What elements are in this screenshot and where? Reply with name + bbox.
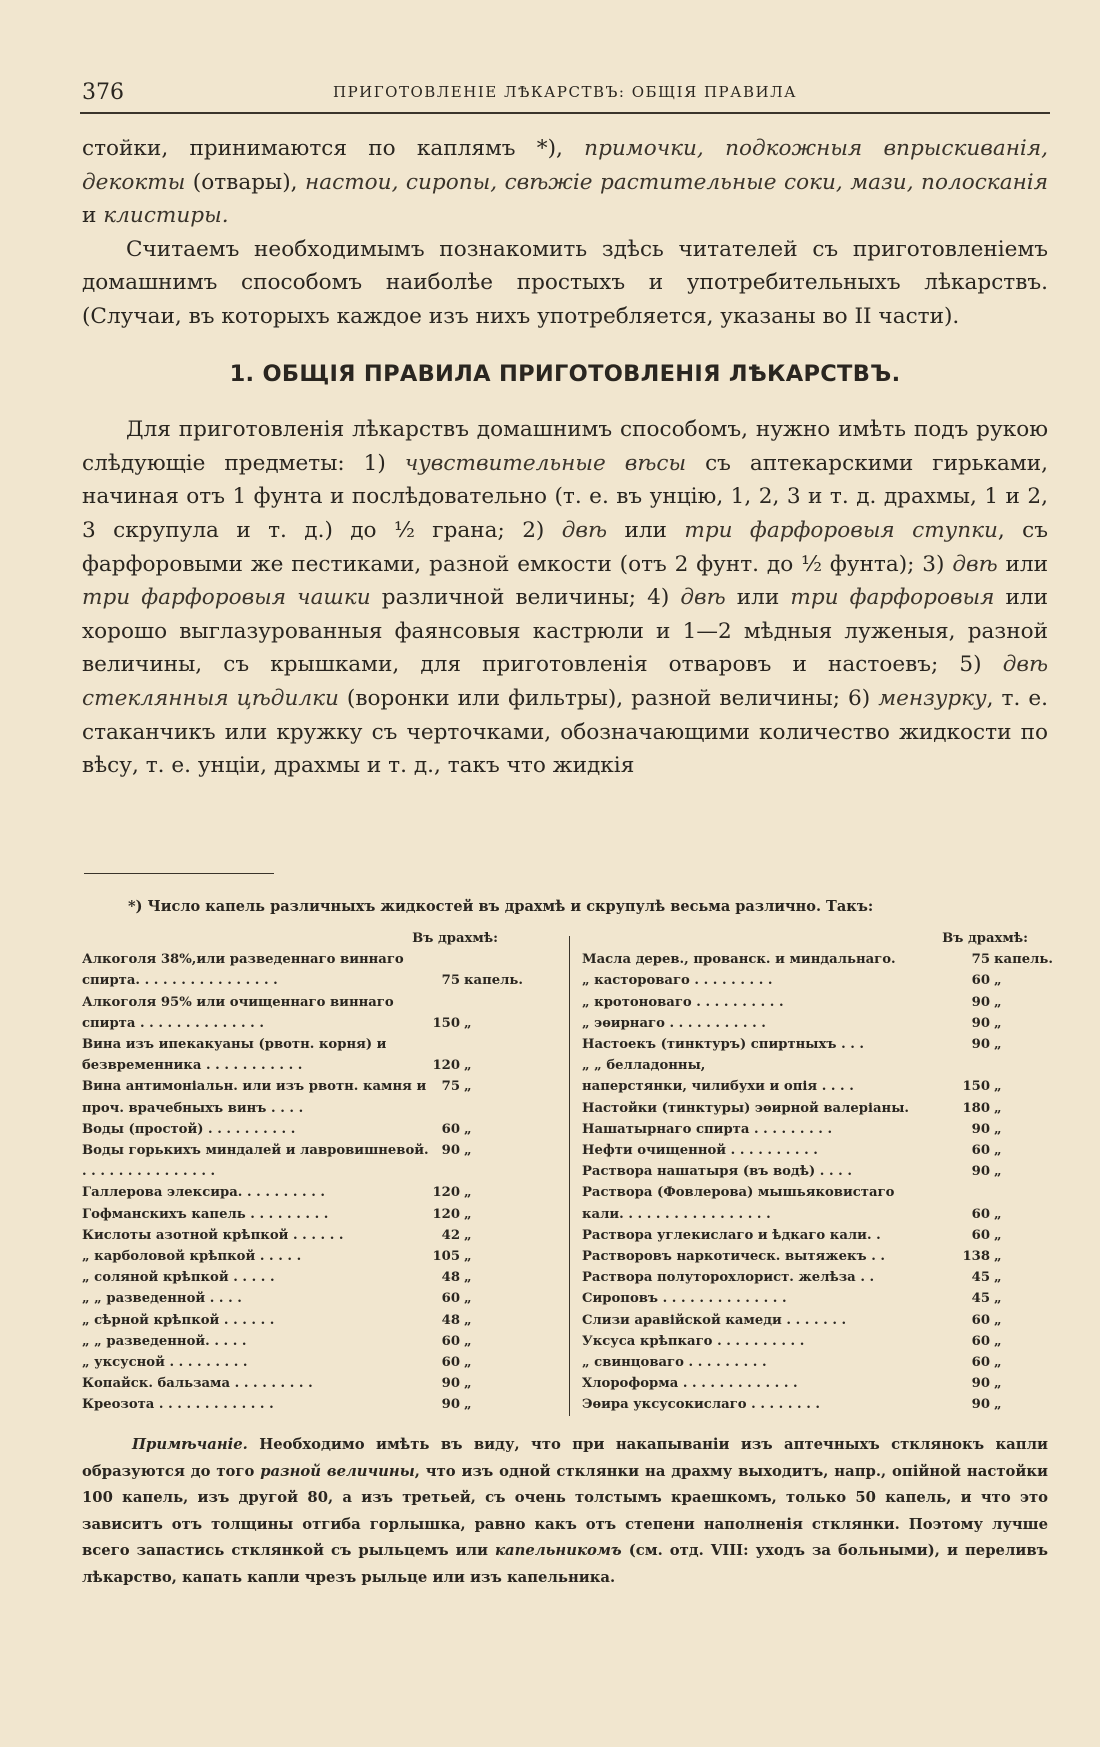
cell-unit (994, 1182, 1050, 1203)
table-row (82, 1140, 520, 1182)
italic-run: три фарфоровыя ступки (684, 517, 998, 543)
text-run: стойки, принимаются по каплямъ *), (82, 136, 585, 161)
table-row (582, 1394, 1050, 1415)
table-row (82, 1246, 520, 1267)
cell-value: 90 (971, 1121, 990, 1137)
table-row (82, 1119, 520, 1140)
cell-value (430, 992, 464, 1013)
cell-unit: „ (994, 1227, 1002, 1243)
italic-run: капельникомъ (495, 1542, 622, 1559)
cell-unit: „ (464, 1249, 472, 1265)
italic-run: чувствительные вѣсы (404, 450, 687, 476)
cell-name: Копайск. бальзама . . . . . . . . . (82, 1376, 313, 1392)
drops-table-left (82, 928, 523, 1416)
table-rows (582, 949, 1053, 1415)
cell-value: 150 (962, 1079, 990, 1095)
page-header (80, 78, 1050, 114)
table-row (582, 1204, 1050, 1225)
cell-unit: „ (464, 1185, 472, 1201)
cell-unit: „ (994, 1206, 1002, 1222)
cell-name: Нашатырнаго спирта . . . . . . . . . (582, 1121, 833, 1137)
cell-unit: „ (994, 1376, 1002, 1392)
cell-unit: „ (994, 1355, 1002, 1371)
table-row (582, 970, 1050, 991)
cell-value: 60 (971, 1227, 990, 1243)
cell-name: Настоекъ (тинктуръ) спиртныхъ . . . (582, 1037, 865, 1052)
cell-unit: „ (994, 1037, 1002, 1052)
table-row (582, 1034, 1050, 1055)
cell-value: 90 (441, 1397, 460, 1413)
table-row (82, 1076, 520, 1118)
cell-unit: „ (464, 1312, 472, 1328)
cell-value: 90 (971, 1164, 990, 1180)
cell-value: 90 (971, 1397, 990, 1413)
cell-unit: „ (464, 1376, 472, 1392)
italic-run: разной величины (260, 1462, 415, 1480)
running-title: ПРИГОТОВЛЕНІЕ ЛѢКАРСТВЪ: ОБЩІЯ ПРАВИЛА (332, 83, 797, 101)
italic-run: двѣ стеклянныя цѣдилки (82, 652, 1048, 711)
cell-name: Кислоты азотной крѣпкой . . . . . . (82, 1227, 344, 1243)
cell-value: 48 (441, 1312, 460, 1328)
footnote-divider (84, 873, 274, 874)
cell-value: 42 (441, 1227, 460, 1243)
table-row (82, 1310, 520, 1331)
cell-name: спирта. . . . . . . . . . . . . . . . (82, 973, 278, 989)
cell-name: „ соляной крѣпкой . . . . . (82, 1270, 275, 1286)
table-row (582, 1140, 1050, 1161)
cell-name: Галлерова элексира. . . . . . . . . . (82, 1185, 326, 1201)
italic-run: три фарфоровыя (790, 585, 995, 611)
cell-name: Настойки (тинктуры) эѳирной валеріаны. (582, 1100, 910, 1116)
cell-unit: „ (994, 1079, 1002, 1095)
text-run: и (82, 203, 104, 229)
text-run: , съ фарфоровыми же пестиками, разной емкости (отъ 2 фунт. до ½ фунта); 3) (82, 517, 1048, 577)
italic-run: двѣ (680, 585, 726, 611)
cell-name: „ касторовaго . . . . . . . . . (582, 973, 773, 989)
table-row (582, 1013, 1050, 1034)
cell-name: кали. . . . . . . . . . . . . . . . . (582, 1206, 771, 1222)
text-run: (см. отд. VIII: уходъ за больными), и переливъ лѣкарство, капать капли чрезъ рыльце или изъ капельника. (82, 1542, 1048, 1586)
cell-unit: „ (464, 1058, 472, 1074)
cell-unit: „ (464, 1291, 472, 1307)
table-row (82, 1267, 520, 1288)
text-run: Для приготовленія лѣкарствъ домашнимъ способомъ, нужно имѣть подъ рукою слѣдующіе предметы: 1) (82, 417, 1048, 476)
column-header: Въ драхмѣ: (942, 931, 1028, 946)
cell-unit: „ (464, 1121, 472, 1137)
cell-name: спирта . . . . . . . . . . . . . . (82, 1015, 264, 1031)
cell-name: „ „ разведенной. . . . . (82, 1333, 247, 1349)
cell-value: 60 (971, 1206, 990, 1222)
italic-run: примочки, подкожныя впрыскиванія, декокты (82, 136, 1048, 195)
cell-value: 120 (432, 1058, 460, 1074)
cell-value: 45 (971, 1291, 990, 1307)
text-run: (воронки или фильтры), разной величины; 6) (338, 685, 879, 711)
table-row (582, 1119, 1050, 1140)
cell-value: 48 (441, 1270, 460, 1286)
cell-name: Креозота . . . . . . . . . . . . . (82, 1397, 274, 1413)
table-row (582, 1076, 1050, 1097)
cell-value: 90 (971, 1015, 990, 1031)
cell-unit: „ (994, 1143, 1002, 1159)
cell-value (430, 949, 464, 970)
table-rows (82, 949, 523, 1415)
cell-name: Слизи аравійской камеди . . . . . . . (582, 1312, 847, 1328)
cell-name: Растворовъ наркотическ. вытяжекъ . . (582, 1249, 885, 1265)
table-row (82, 1055, 520, 1076)
italic-run: настои, сиропы, свѣжіе растительные соки, мази, полосканія (305, 169, 1049, 195)
cell-value: 90 (971, 1037, 990, 1052)
italic-run: двѣ (952, 551, 998, 577)
cell-unit (464, 992, 520, 1013)
cell-name: Гофманскихъ капель . . . . . . . . . (82, 1206, 329, 1222)
table-row (82, 1013, 520, 1034)
table-row (582, 1246, 1050, 1267)
table-row (582, 1331, 1050, 1352)
cell-value: 120 (432, 1185, 460, 1201)
main-text (82, 132, 1048, 783)
table-row (82, 1204, 520, 1225)
cell-value: 60 (441, 1121, 460, 1137)
italic-run: клистиры. (103, 203, 229, 229)
cell-name: Алкоголя 95% или очищеннаго виннаго (82, 994, 394, 1010)
cell-name: „ сѣрной крѣпкой . . . . . . (82, 1312, 275, 1328)
table-row (82, 1394, 520, 1415)
table-row (582, 1352, 1050, 1373)
table-row (582, 1267, 1050, 1288)
paragraph-1 (82, 132, 1048, 233)
cell-unit: „ (994, 1270, 1002, 1286)
cell-value: 138 (962, 1249, 990, 1265)
cell-unit: „ (464, 1333, 472, 1349)
cell-unit: „ (464, 1015, 472, 1031)
cell-unit: „ (994, 973, 1002, 989)
text-run: съ аптекарскими гирьками, начиная отъ 1 фунта и послѣдовательно (т. е. въ унцію, 1, 2, 3 и т. д. драхмы, 1 и 2, 3 скрупула и т. д.) до ½ грана; 2) (82, 450, 1048, 543)
column-divider (569, 936, 570, 1416)
cell-name: Воды горькихъ миндалей и лавровишневой. . . . . . . . . . . . . . . . (82, 1143, 429, 1180)
footnote-remark (82, 1432, 1048, 1591)
text-run: или (997, 551, 1048, 577)
cell-name: Уксуса крѣпкаго . . . . . . . . . . (582, 1333, 805, 1349)
cell-unit: „ (464, 1079, 472, 1095)
cell-name: „ „ разведенной . . . . (82, 1291, 242, 1307)
cell-name: Алкоголя 38%,или разведеннаго виннаго (82, 952, 404, 968)
cell-name: Раствора нашатыря (въ водѣ) . . . . (582, 1164, 852, 1180)
italic-run: двѣ (561, 517, 608, 543)
cell-name: „ свинцоваго . . . . . . . . . (582, 1355, 767, 1371)
cell-unit (994, 1055, 1050, 1076)
cell-value: 60 (441, 1333, 460, 1349)
cell-name: „ карболовой крѣпкой . . . . . (82, 1249, 302, 1265)
cell-value: 180 (962, 1100, 990, 1116)
cell-unit: „ (994, 1121, 1002, 1137)
cell-value: 60 (971, 973, 990, 989)
table-row (582, 1182, 1050, 1203)
cell-name: Масла дерев., прованск. и миндальнаго. (582, 952, 896, 968)
page-number: 376 (82, 80, 124, 105)
cell-name: Сироповъ . . . . . . . . . . . . . . (582, 1291, 787, 1307)
cell-unit: „ (994, 1015, 1002, 1031)
text-run: или (725, 585, 791, 611)
text-run: различной величины; 4) (370, 585, 681, 611)
cell-unit (464, 949, 520, 970)
table-row (582, 1288, 1050, 1309)
cell-name: Хлороформа . . . . . . . . . . . . . (582, 1376, 798, 1392)
cell-unit: „ (994, 994, 1002, 1010)
cell-name: Вина изъ ипекакуаны (рвотн. корня) и (82, 1037, 387, 1052)
table-row (582, 1225, 1050, 1246)
cell-value: 150 (432, 1015, 460, 1031)
cell-unit: „ (464, 1397, 472, 1413)
text-run: , что изъ одной стклянки на драхму выходитъ, напр., опійной настойки 100 капель, изъ другой 80, а изъ третьей, съ очень толстымъ краешкомъ, только 50 капель, и что это зависитъ отъ толщины отгиба горлышка, равно какъ отъ степени наполненія стклянки. Поэтому лучше всего запастись стклянкой съ рыльцемъ или (82, 1462, 1048, 1559)
column-header: Въ драхмѣ: (412, 931, 498, 946)
cell-name: „ „ белладонны, (582, 1058, 706, 1074)
text-run: или (607, 517, 685, 543)
cell-name: Раствора полуторохлорист. желѣза . . (582, 1270, 875, 1286)
cell-value: 45 (971, 1270, 990, 1286)
cell-name: Раствора (Фовлерова) мышьяковистаго (582, 1185, 895, 1201)
section-heading: 1. ОБЩІЯ ПРАВИЛА ПРИГОТОВЛЕНІЯ ЛѢКАРСТВЪ. (229, 360, 901, 387)
cell-name: Эѳира уксусокислаго . . . . . . . . (582, 1397, 821, 1413)
cell-unit: „ (994, 1164, 1002, 1180)
text-run: (отвары), (185, 169, 305, 195)
remark-label: Примѣчаніе. (132, 1436, 248, 1453)
table-row (82, 1373, 520, 1394)
cell-name: „ эѳирнаго . . . . . . . . . . . (582, 1015, 766, 1031)
text-run: Необходимо имѣть въ виду, что при накапываніи изъ аптечныхъ стклянокъ капли образуются до того (82, 1436, 1048, 1480)
cell-value: 75 (441, 1079, 460, 1095)
cell-value: 60 (971, 1355, 990, 1371)
table-row (82, 1182, 520, 1203)
cell-value (956, 1055, 994, 1076)
cell-unit: „ (994, 1249, 1002, 1265)
cell-unit: „ (464, 1143, 472, 1159)
table-row (82, 1352, 520, 1373)
cell-name: Раствора углекислаго и ѣдкаго кали. . (582, 1227, 881, 1243)
table-row (582, 1310, 1050, 1331)
table-row (82, 1225, 520, 1246)
cell-value: 90 (971, 994, 990, 1010)
footnote-title: *) Число капель различныхъ жидкостей въ драхмѣ и скрупулѣ весьма различно. Такъ: (128, 898, 874, 915)
cell-value: 60 (971, 1312, 990, 1328)
table-row (582, 1161, 1050, 1182)
cell-value (956, 1182, 994, 1203)
cell-unit: „ (994, 1291, 1002, 1307)
cell-value: 90 (441, 1143, 460, 1159)
cell-unit: капель. (994, 952, 1053, 968)
cell-name: Вина антимоніальн. или изъ рвотн. камня и проч. врачебныхъ винъ . . . . (82, 1079, 427, 1116)
cell-name: „ кротоноваго . . . . . . . . . . (582, 994, 784, 1010)
cell-name: Нефти очищенной . . . . . . . . . . (582, 1143, 818, 1159)
cell-value: 60 (971, 1143, 990, 1159)
table-row (82, 1331, 520, 1352)
table-row (82, 1288, 520, 1309)
table-row (82, 992, 520, 1013)
cell-unit: „ (994, 1397, 1002, 1413)
cell-name: Воды (простой) . . . . . . . . . . (82, 1121, 296, 1137)
cell-value: 60 (441, 1291, 460, 1307)
cell-unit: капель. (464, 973, 523, 989)
cell-unit: „ (994, 1100, 1002, 1116)
cell-unit: „ (994, 1333, 1002, 1349)
cell-unit: „ (464, 1227, 472, 1243)
cell-name: наперстянки, чилибухи и опія . . . . (582, 1079, 854, 1095)
paragraph-2: Считаемъ необходимымъ познакомить здѣсь читателей съ приготовленіемъ домашнимъ способомъ наиболѣе простыхъ и употребительныхъ лѣкарствъ. (Случаи, въ которыхъ каждое изъ нихъ употребляется, указаны во II части). (82, 236, 1048, 329)
text-run: , т. е. стаканчикъ или кружку съ черточками, обозначающими количество жидкости по вѣсу, т. е. унціи, драхмы и т. д., такъ что жидкія (82, 685, 1048, 779)
paragraph-3 (82, 413, 1048, 783)
text-run: или хорошо выглазурованныя фаянсовыя кастрюли и 1—2 мѣдныя луженыя, разной величины, съ крышками, для приготовленія отваровъ и настоевъ; 5) (82, 585, 1048, 678)
cell-value: 75 (971, 952, 990, 968)
cell-value: 90 (971, 1376, 990, 1392)
cell-unit (464, 1034, 520, 1055)
cell-name: „ уксусной . . . . . . . . . (82, 1355, 248, 1371)
cell-name: безвременника . . . . . . . . . . . (82, 1058, 303, 1074)
table-row (82, 949, 520, 970)
cell-value: 120 (432, 1206, 460, 1222)
cell-value: 105 (432, 1249, 460, 1265)
table-row (582, 949, 1053, 970)
cell-value: 75 (441, 973, 460, 989)
italic-run: мензурку (878, 685, 987, 711)
italic-run: три фарфоровыя чашки (82, 585, 371, 611)
table-row (582, 1373, 1050, 1394)
table-row (582, 1098, 1050, 1119)
cell-unit: „ (464, 1206, 472, 1222)
table-row (82, 1034, 520, 1055)
table-row (82, 970, 523, 991)
cell-value: 60 (971, 1333, 990, 1349)
cell-unit: „ (464, 1355, 472, 1371)
cell-value (430, 1034, 464, 1055)
cell-value: 90 (441, 1376, 460, 1392)
cell-unit: „ (464, 1270, 472, 1286)
cell-unit: „ (994, 1312, 1002, 1328)
table-row (582, 1055, 1050, 1076)
table-row (582, 992, 1050, 1013)
drops-table-right (582, 928, 1053, 1416)
cell-value: 60 (441, 1355, 460, 1371)
